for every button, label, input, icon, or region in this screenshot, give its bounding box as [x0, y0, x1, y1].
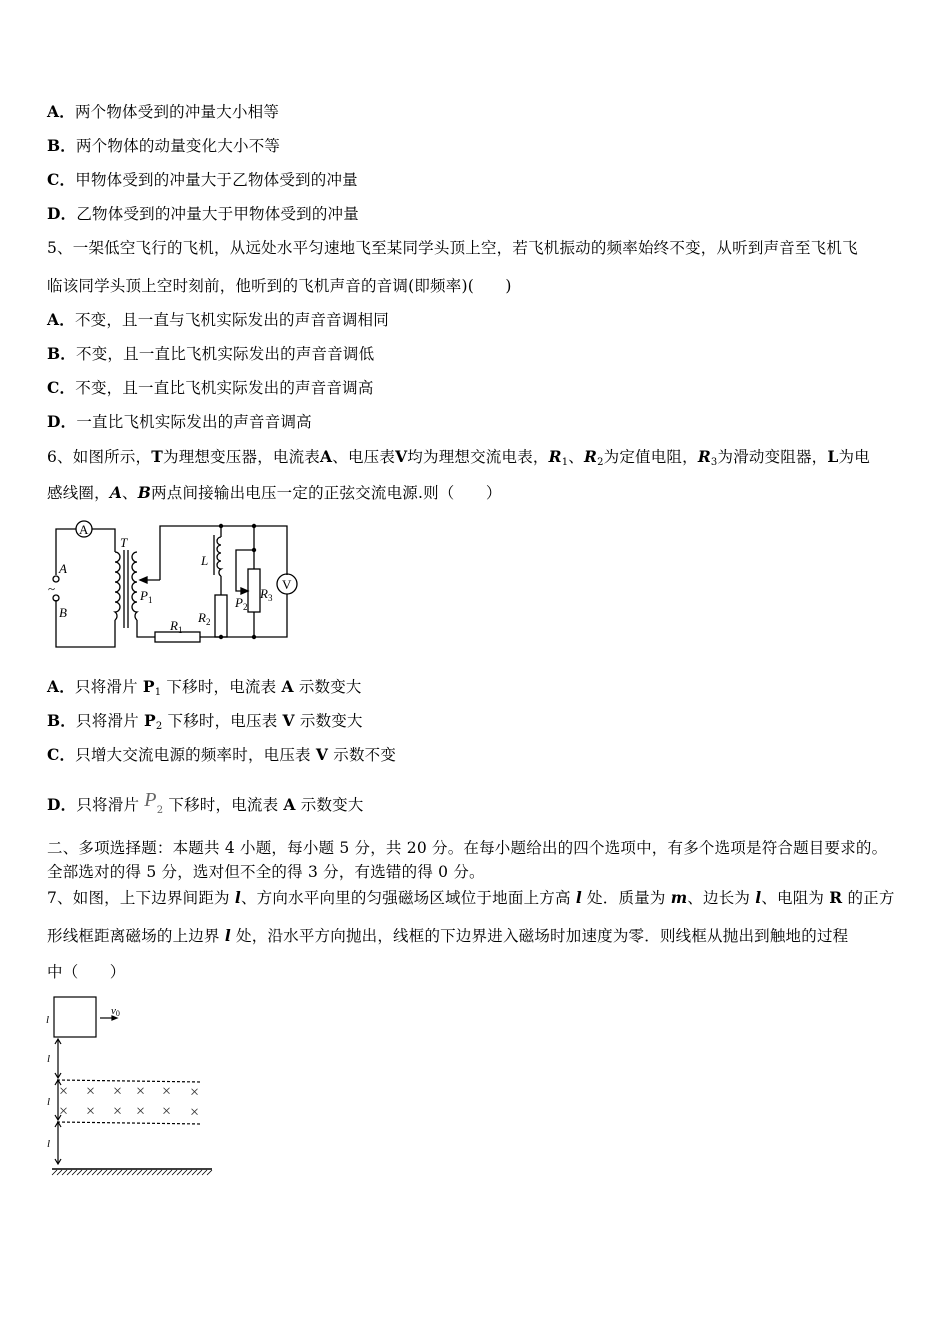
text-segment: 示数不变: [328, 746, 397, 764]
svg-text:×: ×: [190, 1104, 200, 1121]
option-text: 不变，且一直比飞机实际发出的声音音调高: [75, 379, 374, 397]
text-segment: P: [144, 789, 157, 811]
q5-option-d: [47, 412, 312, 432]
gap-label: l: [47, 1053, 51, 1065]
terminal-a-label: A: [59, 561, 67, 576]
svg-text:×: ×: [113, 1103, 123, 1120]
text-segment: l: [575, 888, 582, 907]
text-segment: 、边长为: [687, 889, 756, 907]
text-segment: 感线圈，: [47, 484, 110, 502]
q6-stem-line1: [47, 447, 870, 467]
option-letter: D．: [47, 412, 77, 431]
text-segment: P: [235, 595, 243, 610]
text-segment: P: [140, 588, 148, 603]
text-segment: 只将滑片: [74, 678, 143, 696]
text-segment: R: [198, 610, 206, 625]
p1-label: [139, 588, 152, 605]
ground-hatching: [52, 1170, 212, 1175]
svg-text:×: ×: [59, 1083, 69, 1100]
text-segment: 2: [155, 721, 163, 732]
text-segment: 、: [568, 448, 584, 466]
text-segment: R: [829, 888, 843, 907]
option-letter: B．: [47, 136, 77, 155]
text-segment: 、电压表: [332, 448, 396, 466]
svg-text:×: ×: [136, 1083, 146, 1100]
text-segment: B: [137, 483, 152, 502]
q4-option-b: [47, 136, 280, 156]
section2-instructions-line2: 全部选对的得 5 分，选对但不全的得 3 分，有选错的得 0 分。: [47, 863, 485, 881]
text-segment: P: [142, 677, 155, 696]
text-segment: 为定值电阻，: [603, 448, 698, 466]
option-text: 两个物体的动量变化大小不等: [76, 137, 281, 155]
text-segment: 1: [147, 595, 153, 605]
svg-text:×: ×: [86, 1103, 96, 1120]
text-segment: C．: [47, 745, 76, 764]
option-letter: C．: [47, 378, 76, 397]
svg-text:×: ×: [59, 1103, 69, 1120]
text-segment: 0: [115, 1009, 120, 1018]
text-segment: L: [827, 447, 839, 466]
q7-magnetic-field-diagram: [40, 985, 230, 1180]
text-segment: T: [151, 447, 163, 466]
text-segment: 处．质量为: [581, 889, 671, 907]
q4-option-a: [47, 102, 279, 122]
text-segment: 示数变大: [294, 712, 363, 730]
svg-text:×: ×: [113, 1083, 123, 1100]
text-segment: 为电: [838, 448, 870, 466]
text-segment: 为理想变压器，电流表: [163, 448, 321, 466]
text-segment: 为滑动变阻器，: [717, 448, 828, 466]
ammeter-label: A: [79, 522, 89, 537]
text-segment: A: [281, 677, 294, 696]
text-segment: 只增大交流电源的频率时，电压表: [75, 746, 316, 764]
transformer-label: T: [120, 535, 128, 550]
option-letter: C．: [47, 170, 76, 189]
r1-label: [169, 618, 182, 635]
text-segment: 只将滑片: [76, 796, 145, 814]
svg-text:×: ×: [86, 1083, 96, 1100]
text-segment: A: [109, 483, 123, 502]
text-segment: 2: [597, 457, 604, 468]
svg-text:×: ×: [190, 1084, 200, 1101]
option-text: 两个物体受到的冲量大小相等: [74, 103, 280, 121]
text-segment: 1: [154, 687, 162, 698]
option-letter: D．: [47, 204, 77, 223]
text-segment: R: [170, 618, 178, 633]
q7-stem-line3: 中（ ）: [47, 963, 126, 981]
q6-option-b: [47, 711, 363, 731]
q5-option-b: [47, 344, 374, 364]
text-segment: 下移时，电流表: [163, 796, 284, 814]
text-segment: 1: [561, 457, 569, 468]
option-letter: A．: [47, 310, 75, 329]
inductor-label: L: [201, 553, 209, 568]
r3-label: [259, 586, 273, 603]
r2-label: [197, 610, 210, 627]
text-segment: 下移时，电流表: [161, 678, 282, 696]
ac-source-symbol: ~: [48, 581, 56, 596]
velocity-label: [111, 1005, 120, 1018]
p2-label: [234, 595, 247, 612]
q5-stem-line2: 临该同学头顶上空时刻前，他听到的飞机声音的音调(即频率)( ): [47, 277, 512, 295]
text-segment: 2: [156, 805, 164, 816]
text-segment: B．: [47, 711, 77, 730]
q7-stem-line2: [47, 926, 848, 946]
q7-stem-line1: [47, 888, 895, 908]
text-segment: 均为理想交流电表，: [407, 448, 549, 466]
field-into-page-marks: [59, 1083, 199, 1121]
q6-option-c: [47, 745, 396, 765]
text-segment: R: [583, 447, 598, 466]
text-segment: v: [111, 1005, 116, 1017]
option-text: 不变，且一直比飞机实际发出的声音音调低: [76, 345, 375, 363]
svg-text:×: ×: [162, 1083, 172, 1100]
text-segment: 的正方: [842, 889, 895, 907]
text-segment: V: [282, 711, 295, 730]
text-segment: 3: [710, 457, 718, 468]
text-segment: A: [283, 795, 296, 814]
text-segment: 、: [122, 484, 138, 502]
q4-option-c: [47, 170, 358, 190]
text-segment: R: [260, 586, 268, 601]
text-segment: 、方向水平向里的匀强磁场区域位于地面上方高: [240, 889, 576, 907]
q6-option-d: [47, 790, 364, 815]
text-segment: 两点间接输出电压一定的正弦交流电源.则（ ）: [151, 484, 502, 502]
q5-option-c: [47, 378, 374, 398]
text-segment: 只将滑片: [76, 712, 144, 730]
option-text: 乙物体受到的冲量大于甲物体受到的冲量: [76, 205, 359, 223]
option-text: 甲物体受到的冲量大于乙物体受到的冲量: [75, 171, 358, 189]
text-segment: 、电阻为: [761, 889, 830, 907]
q6-stem-line2: [47, 483, 502, 503]
text-segment: A: [320, 447, 333, 466]
option-letter: B．: [47, 344, 77, 363]
option-text: 不变，且一直与飞机实际发出的声音音调相同: [74, 311, 389, 329]
text-segment: 示数变大: [295, 796, 364, 814]
option-text: 一直比飞机实际发出的声音音调高: [76, 413, 312, 431]
text-segment: D．: [47, 795, 77, 814]
text-segment: 2: [242, 602, 248, 612]
q6-option-a: [47, 677, 362, 697]
text-segment: 下移时，电压表: [162, 712, 283, 730]
text-segment: R: [697, 447, 711, 466]
text-segment: V: [315, 745, 329, 764]
svg-text:×: ×: [162, 1103, 172, 1120]
terminal-b-label: B: [59, 605, 67, 620]
text-segment: 2: [205, 617, 211, 627]
square-frame: [54, 997, 96, 1037]
text-segment: l: [224, 926, 231, 945]
text-segment: 示数变大: [293, 678, 362, 696]
voltmeter-label: V: [282, 577, 292, 592]
option-letter: A．: [47, 102, 75, 121]
text-segment: 7、如图，上下边界间距为: [47, 889, 235, 907]
q5-stem-line1: 5、一架低空飞行的飞机，从远处水平匀速地飞至某同学头顶上空，若飞机振动的频率始终不变，从听到声音至飞机飞: [47, 239, 858, 257]
q4-option-d: [47, 204, 359, 224]
q6-circuit-diagram: [40, 510, 310, 660]
text-segment: l: [755, 888, 762, 907]
text-segment: l: [234, 888, 241, 907]
svg-text:×: ×: [136, 1103, 146, 1120]
text-segment: 处，沿水平方向抛出，线框的下边界进入磁场时加速度为零．则线框从抛出到触地的过程: [230, 927, 849, 945]
text-segment: R: [548, 447, 562, 466]
text-segment: 1: [177, 625, 183, 635]
text-segment: V: [395, 447, 408, 466]
height-label: l: [47, 1138, 51, 1150]
text-segment: m: [670, 888, 688, 907]
text-segment: A．: [47, 677, 75, 696]
field-width-label: l: [47, 1096, 51, 1108]
text-segment: 6、如图所示，: [47, 448, 152, 466]
side-length-label: l: [46, 1014, 50, 1026]
text-segment: 形线框距离磁场的上边界: [47, 927, 225, 945]
text-segment: 3: [267, 593, 273, 603]
section2-instructions-line1: 二、多项选择题：本题共 4 小题，每小题 5 分，共 20 分。在每小题给出的四个选项中，有多个选项是符合题目要求的。: [47, 839, 888, 857]
q5-option-a: [47, 310, 389, 330]
text-segment: P: [143, 711, 156, 730]
